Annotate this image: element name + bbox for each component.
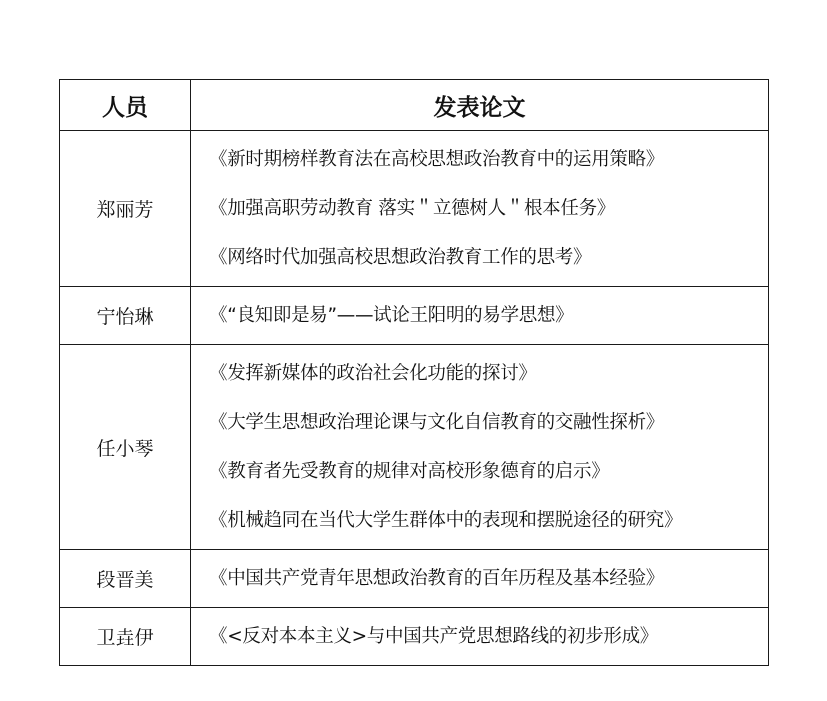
table-row	[60, 287, 769, 345]
paper-title: 《机械趋同在当代大学生群体中的表现和摆脱途径的研究》	[209, 510, 683, 531]
paper-title: 《“良知即是易”——试论王阳明的易学思想》	[209, 305, 574, 326]
paper-title: 《发挥新媒体的政治社会化功能的探讨》	[209, 363, 537, 384]
paper-list	[191, 550, 769, 608]
person-name: 郑丽芳	[60, 131, 191, 287]
papers-table-container	[59, 79, 768, 666]
table-row	[60, 608, 769, 666]
paper-title: 《<反对本本主义>与中国共产党思想路线的初步形成》	[209, 626, 659, 647]
person-name: 卫垚伊	[60, 608, 191, 666]
person-name: 任小琴	[60, 345, 191, 550]
person-name: 宁怡琳	[60, 287, 191, 345]
paper-list	[191, 287, 769, 345]
header-row	[60, 80, 769, 131]
paper-list	[191, 131, 769, 287]
person-name: 段晋美	[60, 550, 191, 608]
header-person: 人员	[60, 80, 191, 131]
table-row	[60, 131, 769, 287]
table-row	[60, 550, 769, 608]
paper-list	[191, 345, 769, 550]
paper-title: 《新时期榜样教育法在高校思想政治教育中的运用策略》	[209, 149, 665, 170]
paper-title: 《网络时代加强高校思想政治教育工作的思考》	[209, 247, 592, 268]
paper-title: 《加强高职劳动教育 落实＂立德树人＂根本任务》	[209, 198, 615, 219]
header-papers: 发表论文	[191, 80, 769, 131]
paper-title: 《大学生思想政治理论课与文化自信教育的交融性探析》	[209, 412, 665, 433]
paper-list	[191, 608, 769, 666]
table-row	[60, 345, 769, 550]
papers-table	[59, 79, 769, 666]
paper-title: 《教育者先受教育的规律对高校形象德育的启示》	[209, 461, 610, 482]
paper-title: 《中国共产党青年思想政治教育的百年历程及基本经验》	[209, 568, 665, 589]
